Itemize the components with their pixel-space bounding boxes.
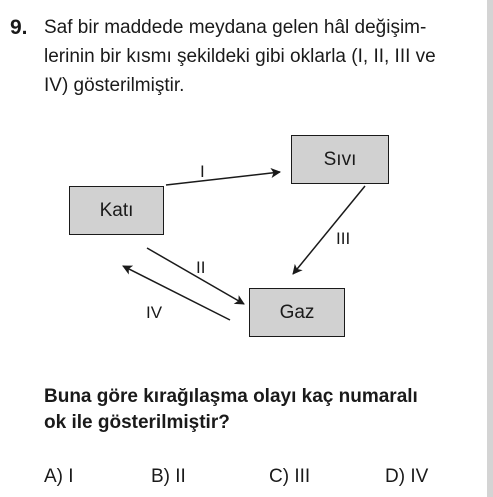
arrow-label-ii: II	[196, 258, 206, 277]
option-c[interactable]	[269, 464, 310, 490]
solid-box	[69, 186, 164, 235]
arrow-iv	[123, 266, 230, 320]
gas-label: Gaz	[279, 301, 315, 323]
liquid-box	[291, 135, 389, 184]
gas-box	[249, 288, 345, 337]
question-prompt-line-2: ok ile gösterilmiştir?	[44, 412, 230, 433]
option-a-text: I	[68, 466, 74, 487]
option-d-text: IV	[410, 466, 429, 487]
arrow-i	[166, 172, 280, 185]
solid-label: Katı	[99, 199, 134, 221]
option-b[interactable]	[151, 464, 186, 490]
option-d[interactable]	[385, 464, 428, 490]
option-a[interactable]	[44, 464, 74, 490]
option-b-letter: B)	[151, 466, 170, 487]
option-a-letter: A)	[44, 466, 63, 487]
question-stem-line-2: lerinin bir kısmı şekildeki gibi oklarla (I, II, III ve	[44, 46, 436, 67]
question-number: 9.	[10, 16, 28, 39]
option-c-text: III	[294, 466, 311, 487]
question-stem-line-1: Saf bir maddede meydana gelen hâl değişim-	[44, 17, 427, 38]
liquid-label: Sıvı	[323, 148, 357, 170]
option-b-text: II	[175, 466, 186, 487]
arrow-label-iii: III	[336, 229, 351, 248]
arrow-label-iv: IV	[146, 303, 163, 322]
question-prompt-line-1: Buna göre kırağılaşma olayı kaç numaralı	[44, 386, 418, 407]
option-d-letter: D)	[385, 466, 406, 487]
question-stem-line-3: IV) gösterilmiştir.	[44, 75, 185, 96]
arrow-iii	[293, 186, 365, 274]
arrow-label-i: I	[200, 162, 205, 181]
option-c-letter: C)	[269, 466, 290, 487]
